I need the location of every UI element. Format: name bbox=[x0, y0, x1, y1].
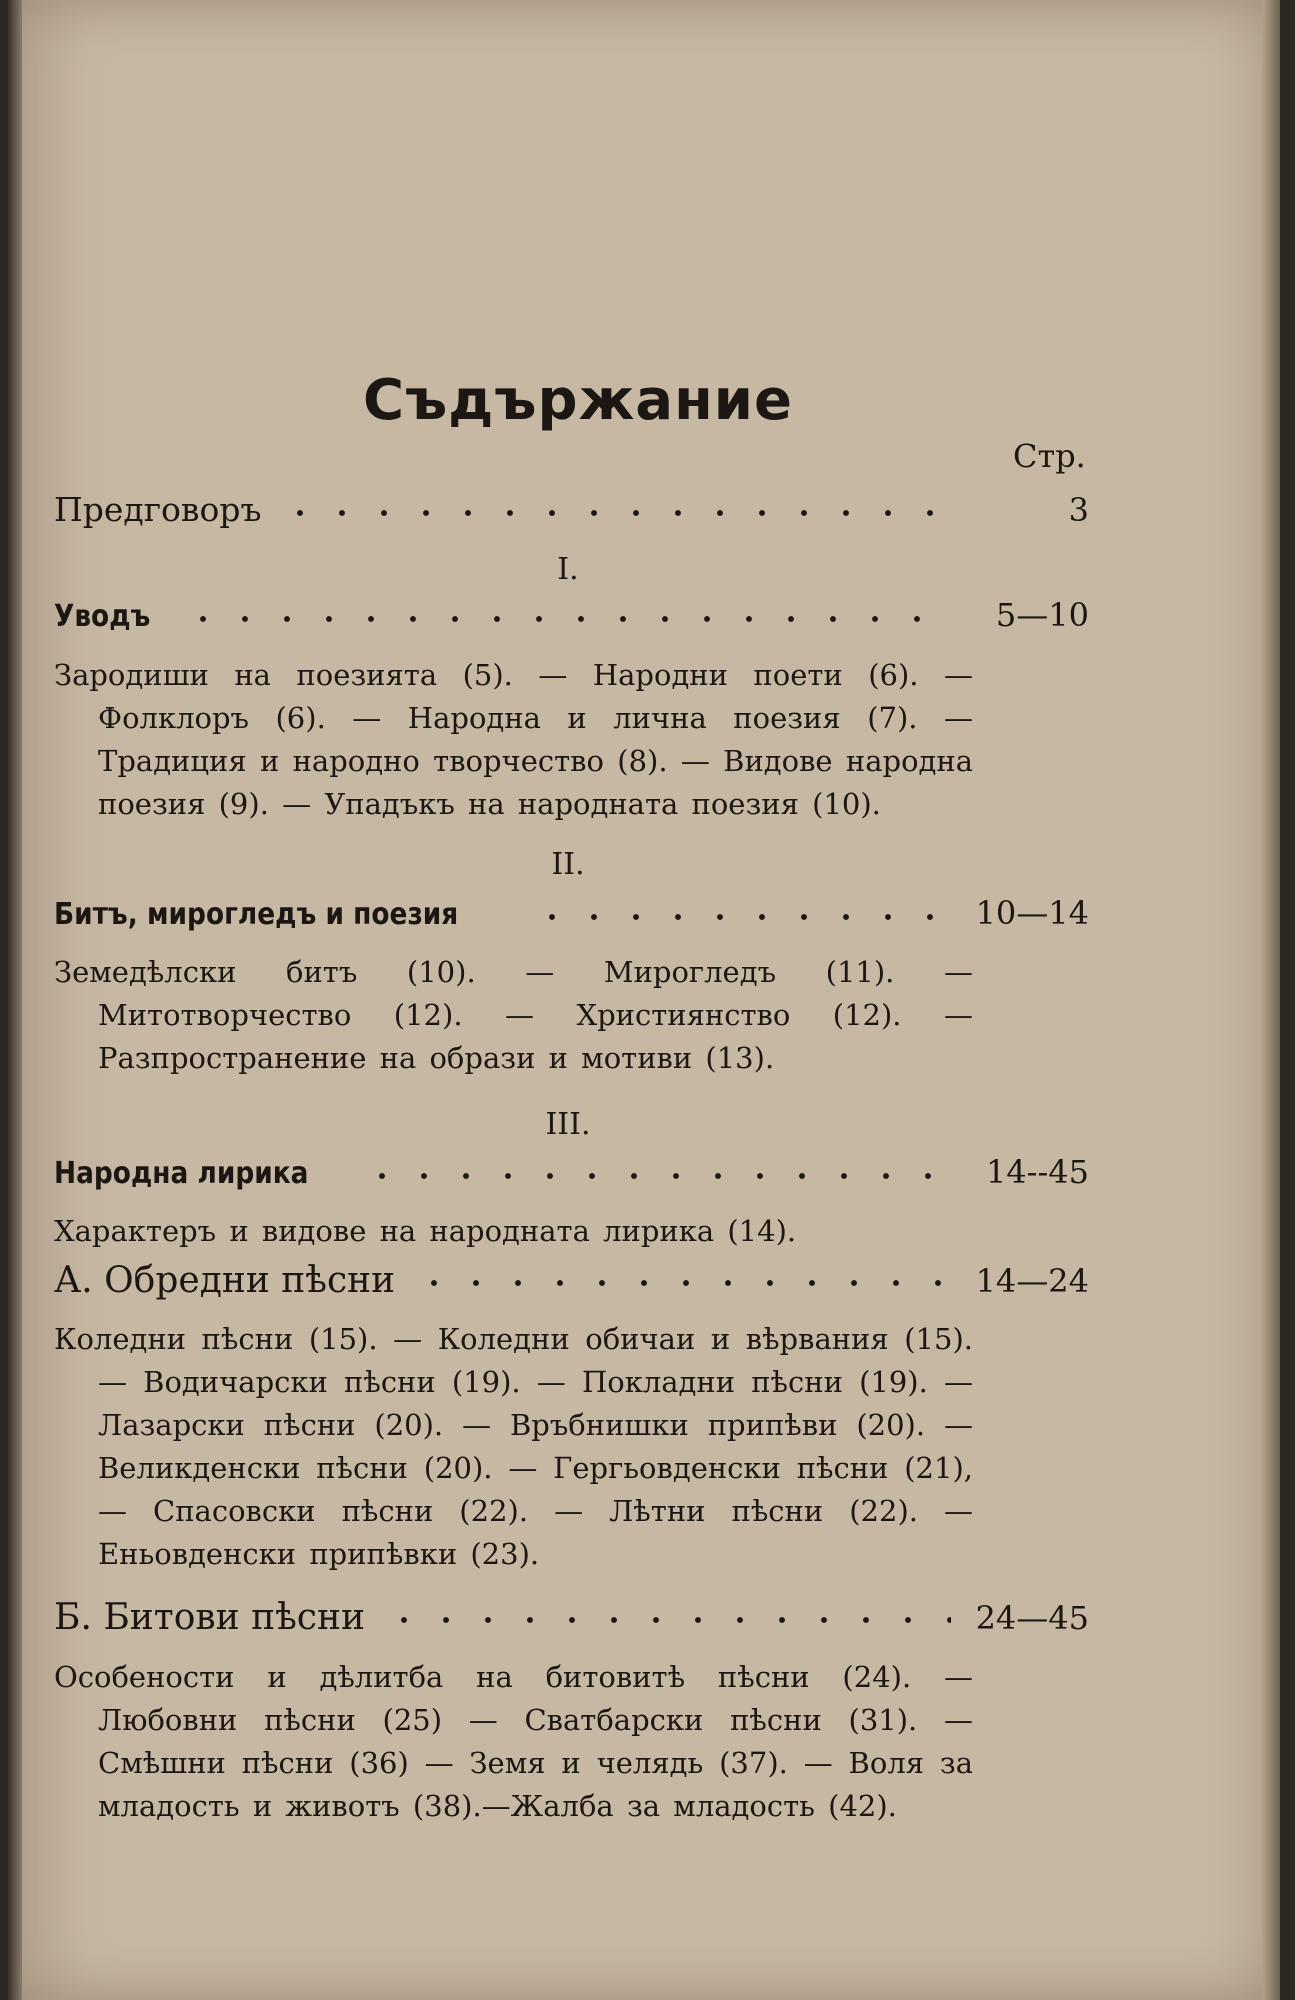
dot-leader bbox=[279, 509, 951, 517]
dot-leader bbox=[383, 1616, 951, 1624]
toc-label: Битъ, мирогледъ и поезия bbox=[54, 897, 459, 932]
page-title: Съдържание bbox=[363, 368, 793, 433]
section-numeral-1: I. bbox=[557, 552, 579, 587]
toc-entry-preface bbox=[54, 490, 1089, 536]
toc-pages: 3 bbox=[1068, 491, 1089, 529]
book-spine bbox=[8, 0, 22, 2000]
toc-description-intro: Зародиши на поезията (5). — Народни поети (6). — Фолклоръ (6). — Народна и лична поезия (7). — Традиция и народно творчество (8). — Видове народна поезия (9). — Упадъкъ на народната поезия (10). bbox=[54, 658, 973, 821]
toc-pages: 24—45 bbox=[975, 1599, 1089, 1637]
toc-entry-ritual bbox=[54, 1260, 1089, 1306]
dot-leader bbox=[361, 1172, 951, 1180]
toc-label: Предговоръ bbox=[54, 490, 262, 529]
page-column-label: Стр. bbox=[1013, 437, 1086, 475]
toc-entry-lyric bbox=[54, 1153, 1089, 1199]
dot-leader bbox=[531, 913, 951, 921]
toc-description-domestic: Особености и дѣлитба на битовитѣ пѣсни (24). — Любовни пѣсни (25) — Сватбарски пѣсни (31). — Смѣшни пѣсни (36) — Земя и челядь (37). — Воля за младость и животъ (38).—Жалба за младость (42). bbox=[54, 1660, 973, 1823]
toc-pages: 5—10 bbox=[995, 596, 1089, 634]
dot-leader bbox=[413, 1279, 951, 1287]
toc-label: Народна лирика bbox=[54, 1156, 309, 1191]
toc-label: Уводъ bbox=[54, 599, 151, 634]
toc-entry-domestic bbox=[54, 1597, 1089, 1643]
toc-description-byt: Земедѣлски битъ (10). — Мирогледъ (11). — Митотворчество (12). — Християнство (12). — Разпространение на образи и мотиви (13). bbox=[54, 955, 973, 1075]
section-numeral-3: III. bbox=[545, 1107, 591, 1142]
section-numeral-2: II. bbox=[551, 847, 585, 882]
toc-entry-intro bbox=[54, 596, 1089, 642]
toc-pages: 14--45 bbox=[985, 1153, 1089, 1191]
dot-leader bbox=[182, 615, 952, 623]
toc-description-ritual: Коледни пѣсни (15). — Коледни обичаи и вѣрвания (15). — Водичарски пѣсни (19). — Покладни пѣсни (19). — Лазарски пѣсни (20). — Връбнишки припѣви (20). — Великденски пѣсни (20). — Гергьовденски пѣсни (21), — Спасовски пѣсни (22). — Лѣтни пѣсни (22). — Еньовденски припѣвки (23). bbox=[54, 1322, 973, 1571]
book-page bbox=[8, 0, 1280, 2000]
toc-pages: 10—14 bbox=[975, 894, 1089, 932]
toc-pages: 14—24 bbox=[975, 1262, 1089, 1300]
toc-description-lyric: Характеръ и видове на народната лирика (14). bbox=[54, 1214, 797, 1248]
page-edge bbox=[1262, 0, 1280, 2000]
toc-label: А. Обредни пѣсни bbox=[54, 1260, 396, 1301]
toc-entry-byt bbox=[54, 894, 1089, 940]
toc-label: Б. Битови пѣсни bbox=[54, 1597, 365, 1638]
